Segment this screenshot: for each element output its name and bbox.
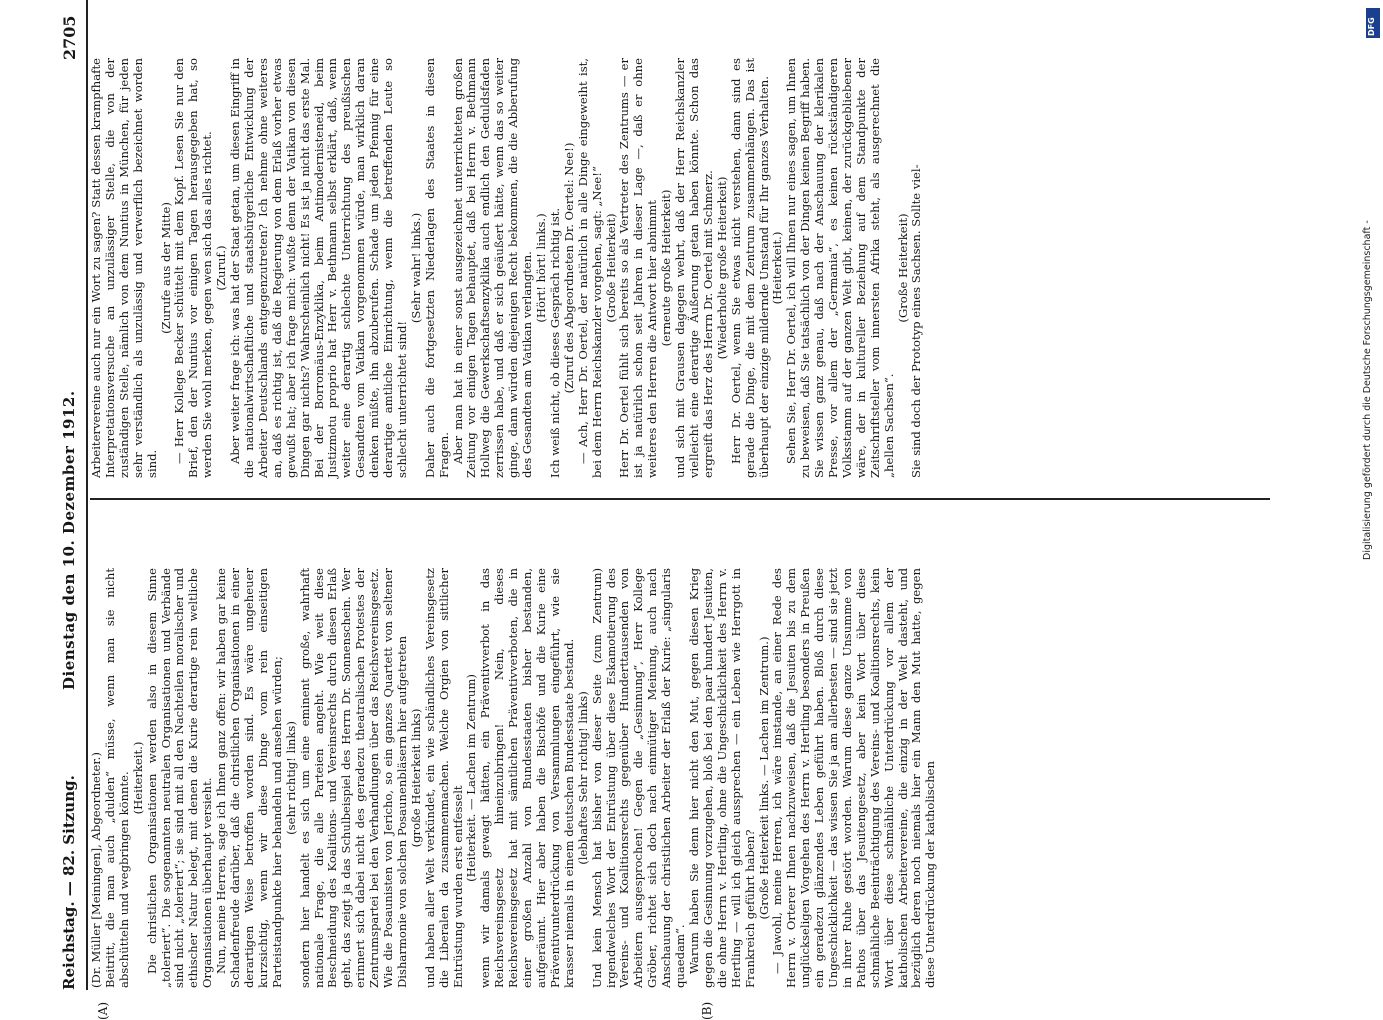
paragraph: wenn wir damals gewagt hätten, ein Präventivverbot in das Reichsvereinsgesetz hineinzubringen! Nein, dieses Reichsvereinsgesetz hat mit sämtlichen Präventivverboten, die in einer großen Anzahl von Bundesstaaten bisher bestanden, aufgeräumt. Hier aber haben die Bischöfe und die Kurie eine Präventivunterdrückung von Versammlungen eingeführt, wie sie krasser niemals in einem deutschen Bundesstaate bestand. (478, 568, 576, 988)
margin-mark-b: (B) (700, 1001, 714, 1020)
interjection: (Zuruf des Abgeordneten Dr. Oertel: Nee!) (561, 142, 576, 394)
interjection: (Zuruf.) (214, 245, 229, 291)
paragraph: (Dr. Müller [Meiningen], Abgeordneter.) (89, 752, 103, 988)
paragraph: Ich weiß nicht, ob dieses Gespräch richtig ist. (547, 207, 562, 478)
paragraph: Herr Dr. Oertel, wenn Sie etwas nicht verstehen, dann sind es gerade die Dinge, die mit dem Zentrum zusammenhängen. Das ist überhaupt der einzige mildernde Umstand für Ihr ganzes Verhalten. (728, 58, 771, 478)
paragraph: Nun, meine Herren, sage ich Ihnen ganz offen: wir haben gar keine Schadenfreude darüber, daß die christlichen Organisationen in einer derartigen Weise betroffen worden sind. Es wäre ungeheuer kurzsichtig, wenn wir diese Dinge vom rein einseitigen Parteistandpunkte hier behandeln und ansehen würden; (214, 568, 284, 988)
paragraph: — Herr Kollege Becker schüttelt mit dem Kopf. Lesen Sie nur den Brief, den der Nuntius vor einigen Tagen herausgegeben hat, so werden Sie wohl merken, gegen wen sich das alles richtet. (172, 58, 215, 478)
interjection: (lebhaftes Sehr richtig! links) (575, 691, 590, 865)
interjection: (Hört! hört! links.) (534, 213, 548, 323)
interjection: (sehr richtig! links) (283, 721, 298, 835)
paragraph: Arbeitervereine auch nur ein Wort zu sagen? Statt dessen krampfhafte Interpretationsversuche an unzulässiger Stelle, die von der zuständigen Stelle, nämlich von dem Nuntius in München, für jeden sehr verständlich als unzulässig und verwerflich bezeichnet worden sind. (89, 58, 159, 478)
dfg-logo: DFG (1366, 8, 1380, 38)
header-left: Reichstag. — 82. Sitzung. (60, 775, 78, 990)
interjection: (Große Heiterkeit) (603, 213, 618, 323)
paragraph: und haben aller Welt verkündet, ein wie schändliches Vereinsgesetz die Liberalen da zusammenmachen. Welche Orgien von sittlicher Entrüstung wurden erst entfesselt (422, 568, 465, 988)
digitization-credit (1362, 40, 1378, 560)
paragraph: — Ach, Herr Dr. Oertel, der natürlich in alle Dinge eingeweiht ist, bei dem Herrn Reichskanzler vorgehen, sagt: „Nee!“ (575, 58, 604, 478)
paragraph: Sie sind doch der Prototyp eines Sachsen. Sollte viel- (909, 164, 924, 478)
paragraph: Warum haben Sie denn hier nicht den Mut, gegen diesen Krieg gegen die Gesinnung vorzugehen, bloß bei den paar hundert Jesuiten, die ohne Herrn v. Hertling, ohne die Ungeschicklichkeit des Herrn v. Hertling — will ich gleich aussprechen — ein Leben wie Herrgott in Frankreich geführt haben? (686, 568, 757, 988)
margin-mark-a: (A) (96, 1001, 110, 1020)
interjection: (Wiederholte große Heiterkeit) (714, 176, 729, 360)
paragraph: und sich mit Grausen dagegen wehrt, daß der Herr Reichskanzler vielleicht eine derartige Äußerung getan haben könnte. Schon das ergreift das Herz des Herrn Dr. Oertel mit Schmerz. (673, 58, 715, 478)
paragraph: Daher auch die fortgesetzten Niederlagen des Staates in diesen Fragen. (422, 58, 451, 478)
paragraph: — Jawohl, meine Herren, ich wäre imstande, an einer Rede des Herrn v. Orterer Ihnen nachzuweisen, daß die Jesuiten bis zu dem unglückseligen Vorgehen des Herrn v. Hertling besonders in Preußen ein geradezu glänzendes Leben geführt haben. Bloß durch diese Ungeschicklichkeit — das wissen Sie ja am allerbesten — sind sie jetzt in ihrer Ruhe gestört worden. Warum diese ganze Unsumme von Pathos über das Jesuitengesetz, aber kein Wort über diese schmähliche Beeinträchtigung des Vereins- und Koalitionsrechts, kein Wort über diese schmähliche Unterdrückung vor allem der katholischen Arbeitervereine, die einzig in der Welt dasteht, und bezüglich deren noch niemals hier ein Mann den Mut hatte, gegen diese Unterdrückung der katholischen (770, 568, 938, 988)
paragraph: Aber weiter frage ich: was hat der Staat getan, um diesen Eingriff in die nationalwirtschaftliche und staatsbürgerliche Entwicklung der Arbeiter Deutschlands entgegenzutreten? Ich nehme ohne weiteres an, daß es richtig ist, daß die Regierung von dem Erlaß vorher etwas gewußt hat; aber ich frage mich: wußte denn der Vatikan von diesen Dingen gar nichts? Wahrscheinlich nicht! Es ist ja nicht das erste Mal. Bei der Borromäus-Enzyklika, beim Antimodernisteneid, beim Justizmotu proprio hat Herr v. Bethmann selbst erklärt, daß, wenn weiter eine derartig schlechte Unterrichtung des preußischen Gesandten vom Vatikan vorgenommen würde, man wirklich daran denken müßte, ihn abzuberufen. Schade um jeden Pfennig für eine derartige amtliche Einrichtung, wenn die betreffenden Leute so schlecht unterrichtet sind! (228, 58, 409, 478)
paragraph: Und kein Mensch hat bisher von dieser Seite (zum Zentrum) irgendwelches Wort der Entrüstung über diese Eskamotierung des Vereins- und Koalitionsrechts gegenüber Hunderttausenden von Arbeitern ausgesprochen! Gegen die „Gesinnung“, Herr Kollege Gröber, richtet sich doch nach einmütiger Meinung, auch nach Anschauung der christlichen Arbeiter der Erlaß der Kurie: „singularis quaedam“. (589, 568, 688, 988)
interjection: (Große Heiterkeit) (895, 213, 910, 323)
interjection: (Heiterkeit. — Lachen im Zentrum) (464, 674, 479, 882)
rotated-sheet (60, 0, 1330, 1020)
right-column (90, 58, 1290, 478)
paragraph: sondern hier handelt es sich um eine eminent große, wahrhaft nationale Frage, die alle Parteien angeht. Wie weit diese Beschneidung des Koalitions- und Vereinsrechts durch diesen Erlaß geht, das zeigt ja das Schulbeispiel des Herrn Dr. Sonnenschein. Wer erinnert sich dabei nicht des geradezu theatralischen Protestes der Zentrumspartei bei den Verhandlungen über das Reichsvereinsgesetz. Wie die Posaunisten von Jericho, so ein ganzes Quartett von seltener Disharmonie von solchen Posaunenbläsern hier aufgetreten (297, 568, 409, 988)
interjection: (Große Heiterkeit links. — Lachen im Zentrum.) (756, 636, 771, 920)
interjection: (große Heiterkeit links) (408, 708, 423, 848)
column-divider (90, 498, 1270, 500)
interjection: (Zurufe aus der Mitte) (158, 202, 173, 334)
page-number: 2705 (60, 15, 79, 60)
credit-text: Digitalisierung gefördert durch die Deutsche Forschungsgemeinschaft - (1362, 220, 1373, 560)
interjection: (Heiterkeit.) (130, 741, 145, 815)
header-rule (86, 0, 88, 990)
running-header (60, 0, 88, 990)
paragraph: Herr Dr. Oertel fühlt sich bereits so als Vertreter des Zentrums — er ist ja natürlich schon seit Jahren in dieser Lage —, daß er ohne weiteres den Herren die Antwort hier abnimmt (617, 58, 660, 478)
paragraph: Aber man hat in einer sonst ausgezeichnet unterrichteten großen Zeitung vor einigen Tagen behauptet, daß bei Herrn v. Bethmann Hollweg die Gewerkschaftsenzyklika auch endlich den Geduldsfaden zerrissen habe, und daß er sich geäußert hätte, wenn das so weiter ginge, dann würden diejenigen Recht bekommen, die die Abberufung des Gesandten am Vatikan verlangten. (450, 58, 535, 478)
interjection: (erneute große Heiterkeit) (659, 189, 674, 347)
left-column (90, 568, 1290, 988)
paragraph: Sehen Sie, Herr Dr. Oertel, ich will Ihnen nur eines sagen, um Ihnen zu beweisen, daß Sie tatsächlich von der Dingen keinen Begriff haben. Sie wissen ganz genau, daß nach der Anschauung der klerikalen Presse, vor allem der „Germania“, es keinen rückständigeren Volksstamm auf der ganzen Welt gibt, keinen, der zurückgebliebener wäre, der in kultureller Beziehung auf dem Standpunkte der Zeitschriftsteller vom innersten Afrika steht, als ausgerechnet die „hellen Sachsen“. (784, 58, 896, 478)
interjection: (Sehr wahr! links.) (408, 212, 423, 324)
paragraph: Beitritt, die man auch „dulden“ müsse, wenn man sie nicht abschütteln und wegbringen könnte. (102, 568, 131, 988)
header-date: Dienstag den 10. Dezember 1912. (60, 390, 78, 690)
interjection: (Heiterkeit.) (770, 231, 785, 305)
paragraph: Die christlichen Organisationen werden also in diesem Sinne „toleriert“. Die sogenannten neutralen Organisationen und Verbände sind nicht „toleriert“; sie sind mit all den Nachteilen moralischer und ethischer Natur belegt, mit denen die Kurie derartige rein weltliche Organisationen überhaupt versieht. (144, 568, 215, 988)
